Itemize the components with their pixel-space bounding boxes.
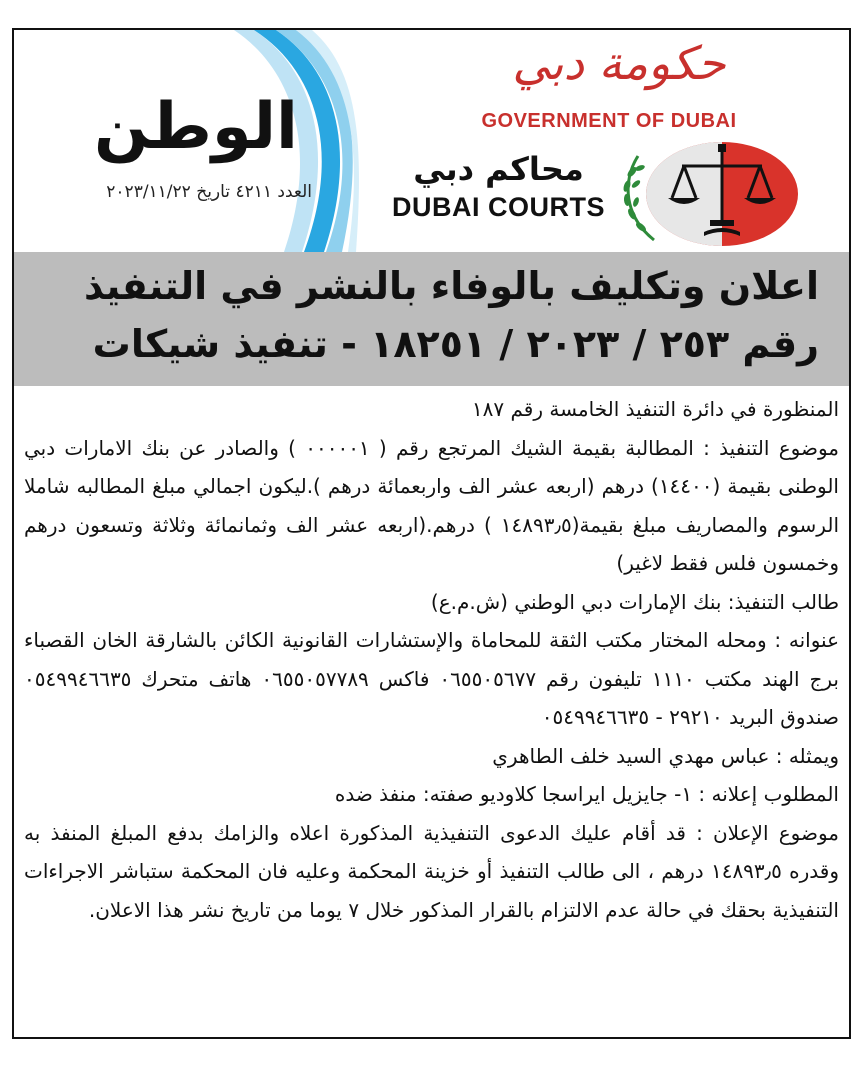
paragraph-execution-subject: موضوع التنفيذ : المطالبة بقيمة الشيك المرتجع رقم ( ٠٠٠٠٠١ ) والصادر عن بنك الامارات دبي الوطنى بقيمة (١٤٤٠٠) درهم (اربعه عشر الف واربعمائة درهم ).ليكون اجمالي مبلغ المطالبه شاملا الرسوم والمصاريف مبلغ بقيمة(١٤٨٩٣٫٥ ) درهم.(اربعه عشر الف وثمانمائة وثلاثة وتسعون درهم وخمسون فلس فقط لاغير) xyxy=(24,435,840,575)
advertisement-frame xyxy=(12,28,851,1039)
paragraph-applicant: طالب التنفيذ: بنك الإمارات دبي الوطني (ش.م.ع) xyxy=(430,589,839,614)
paragraph-notice-subject: موضوع الإعلان : قد أقام عليك الدعوى التنفيذية المذكورة اعلاه والزامك بدفع المبلغ المنفذ به وقدره ١٤٨٩٣٫٥ درهم ، الى طالب التنفيذ أو خزينة المحكمة وعليه فان المحكمة ستباشر الاجراءات التنفيذية بحقك في حالة عدم الالتزام بالقرار المذكور خلال ٧ يوما من تاريخ نشر هذا الاعلان. xyxy=(24,820,839,922)
courts-scales-emblem-icon xyxy=(614,136,799,248)
title-line-1: اعلان وتكليف بالوفاء بالنشر في التنفيذ xyxy=(84,264,819,308)
courts-name-english: DUBAI COURTS xyxy=(392,192,605,222)
title-band xyxy=(14,252,849,386)
paragraph-department: المنظورة في دائرة التنفيذ الخامسة رقم ١٨٧ xyxy=(471,397,839,421)
issue-line: العدد ٤٢١١ تاريخ ٢٠٢٣/١١/٢٢ xyxy=(106,182,312,202)
notice-body xyxy=(24,390,839,929)
paragraph-notified-party: المطلوب إعلانه : ١- جايزيل ايراسجا كلاوديو صفته: منفذ ضده xyxy=(334,782,839,806)
government-logo-english: GOVERNMENT OF DUBAI xyxy=(481,110,737,132)
paragraph-representative: ويمثله : عباس مهدي السيد خلف الطاهري xyxy=(492,743,839,768)
header xyxy=(14,30,849,252)
government-logo-arabic: حكومة دبي xyxy=(512,36,726,90)
newspaper-logo: الوطن xyxy=(94,90,298,164)
courts-name-arabic: محاكم دبي xyxy=(413,150,584,188)
title-line-2: رقم ٢٥٣ / ٢٠٢٣ / ١٨٢٥١ - تنفيذ شيكات xyxy=(92,322,819,366)
paragraph-address: عنوانه : ومحله المختار مكتب الثقة للمحاماة والإستشارات القانونية الكائن بالشارقة الخان القصباء برج الهند مكتب ١١١٠ تليفون رقم ٠٦٥٥٠٥٦٧٧ فاكس ٠٦٥٥٠٥٧٧٨٩ هاتف متحرك ٠٥٤٩٩٤٦٦٣٥ صندوق البريد ٢٩٢١٠ - ٠٥٤٩٩٤٦٦٣٥ xyxy=(24,628,840,729)
